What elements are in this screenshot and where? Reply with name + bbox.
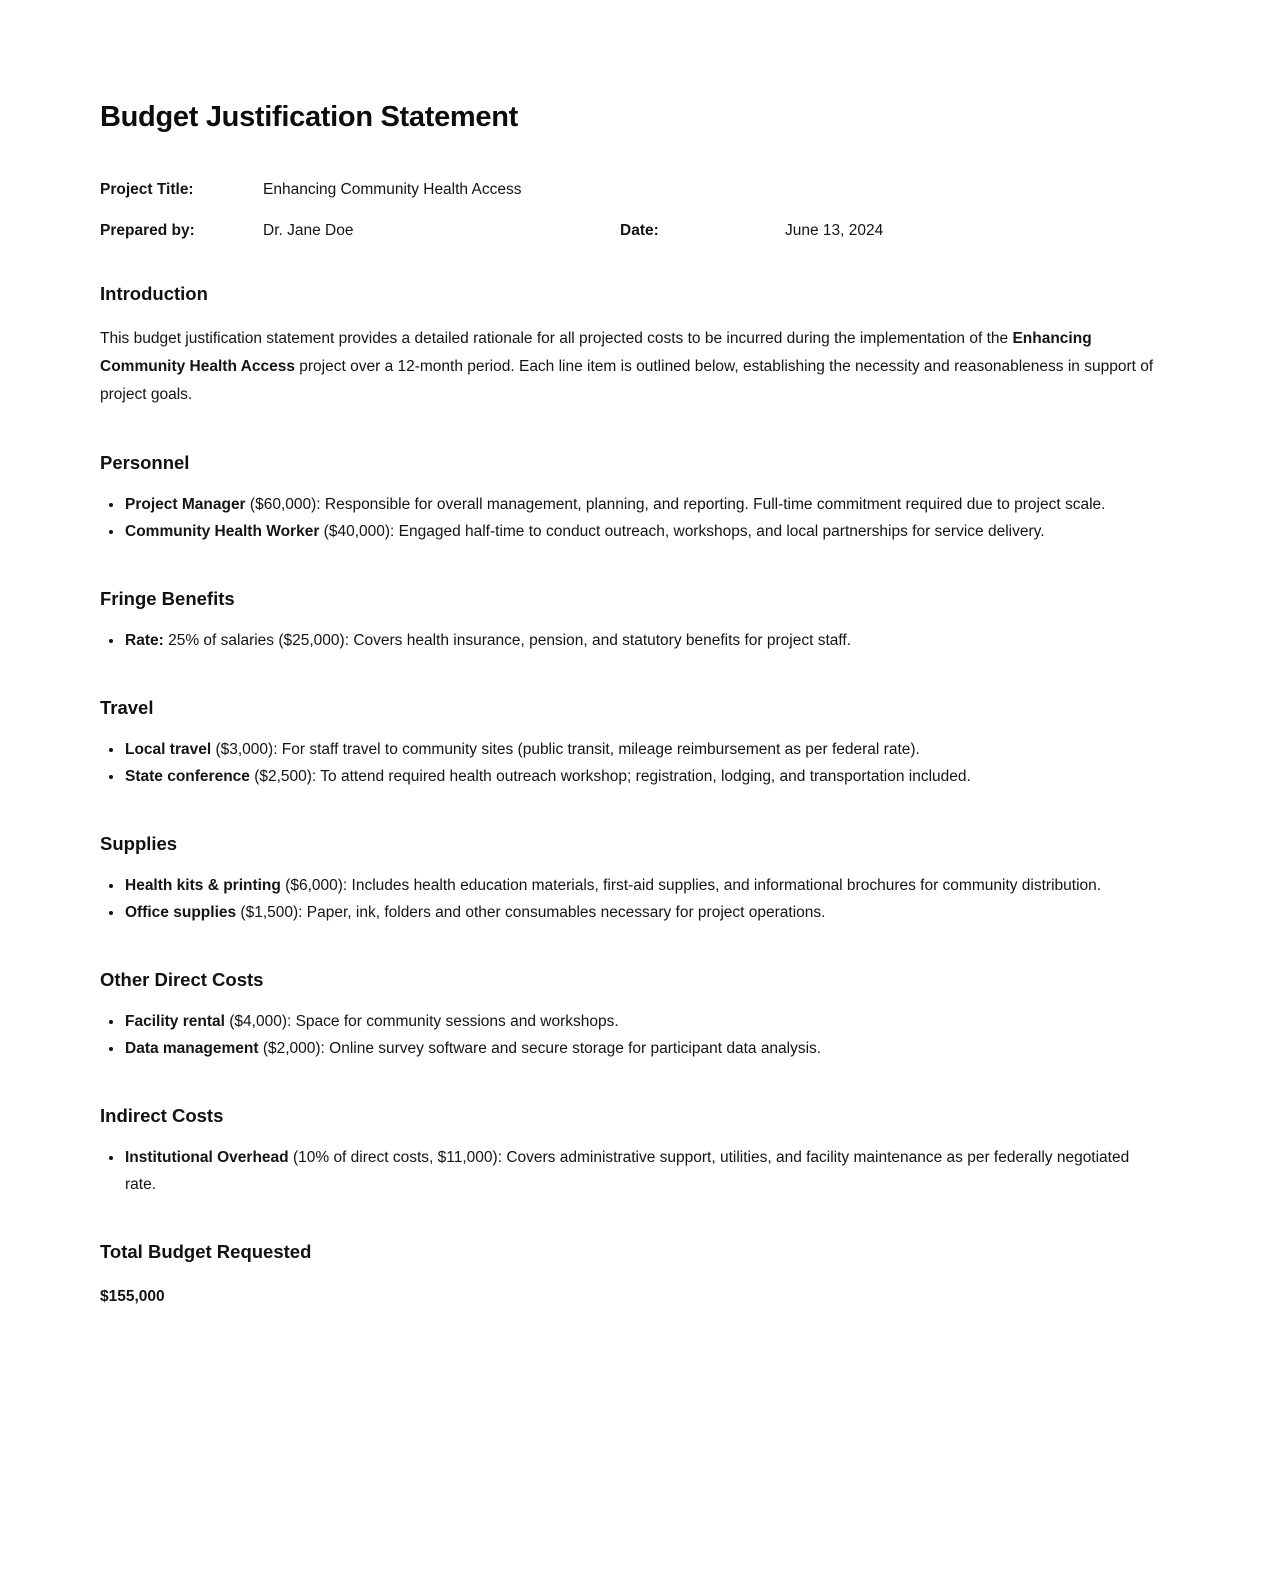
bullet-item [124,899,1163,926]
meta-empty-cell [620,180,785,199]
bold-text: Community Health Worker [125,523,320,540]
bullet-list [100,627,1163,654]
bullet-list [100,1144,1163,1198]
bold-text: Enhancing Community Health Access [100,330,1092,375]
prepared-by-label: Prepared by: [100,222,195,239]
bold-text: Health kits & printing [125,877,281,894]
body-text: (10% of direct costs, $11,000): Covers administrative support, utilities, and facility maintenance as per federally negotiated rate. [125,1149,1130,1193]
bullet-item [124,1035,1163,1062]
body-text: ($2,500): To attend required health outreach workshop; registration, lodging, and transportation included. [249,768,971,785]
bullet-list [100,872,1163,926]
body-text: ($4,000): Space for community sessions and workshops. [224,1013,619,1030]
bold-text: Rate: [125,632,164,649]
section-heading: Total Budget Requested [100,1241,312,1262]
bullet-list [100,736,1163,790]
bullet-list [100,491,1163,545]
date-label: Date: [620,222,659,239]
body-text: ($60,000): Responsible for overall management, planning, and reporting. Full-time commitment required due to project scale. [245,496,1106,513]
date-value: June 13, 2024 [785,222,884,239]
section-heading: Introduction [100,283,208,304]
bullet-item [124,763,1163,790]
body-text: ($6,000): Includes health education materials, first-aid supplies, and informational brochures for community distribution. [280,877,1102,894]
section-heading: Fringe Benefits [100,588,235,609]
project-title-label: Project Title: [100,181,194,198]
bullet-item [124,518,1163,545]
bold-text: $155,000 [100,1288,165,1305]
meta-empty-cell [785,180,1163,199]
bullet-item [124,736,1163,763]
bullet-list [100,1008,1163,1062]
bullet-item [124,1144,1163,1198]
body-text: This budget justification statement provides a detailed rationale for all projected costs to be incurred during the implementation of the [100,330,1013,347]
document-sections [100,282,1163,1311]
prepared-by-value: Dr. Jane Doe [263,222,354,239]
body-text: ($1,500): Paper, ink, folders and other consumables necessary for project operations. [236,904,826,921]
bullet-item [124,491,1163,518]
body-text: ($40,000): Engaged half-time to conduct outreach, workshops, and local partnerships for service delivery. [319,523,1045,540]
bold-text: Data management [125,1040,259,1057]
body-text: project over a 12-month period. Each line item is outlined below, establishing the necessity and reasonableness in support of project goals. [100,358,1154,403]
bold-text: Office supplies [125,904,237,921]
bullet-item [124,1008,1163,1035]
section-heading: Personnel [100,452,190,473]
meta-table [100,180,1163,240]
bold-text: Project Manager [125,496,246,513]
bold-text: Local travel [125,741,212,758]
bullet-item [124,627,1163,654]
body-text: ($3,000): For staff travel to community sites (public transit, mileage reimbursement as per federal rate). [211,741,920,758]
document-title: Budget Justification Statement [100,101,518,133]
project-title-value: Enhancing Community Health Access [263,181,522,198]
bold-text: Facility rental [125,1013,225,1030]
section-heading: Travel [100,697,154,718]
bold-text: Institutional Overhead [125,1149,289,1166]
section-heading: Supplies [100,833,178,854]
section-heading: Other Direct Costs [100,969,264,990]
bullet-item [124,872,1163,899]
body-text: 25% of salaries ($25,000): Covers health insurance, pension, and statutory benefits for project staff. [163,632,852,649]
section-paragraph [100,325,1163,409]
section-heading: Indirect Costs [100,1105,224,1126]
section-paragraph [100,1283,1163,1311]
body-text: ($2,000): Online survey software and secure storage for participant data analysis. [258,1040,822,1057]
bold-text: State conference [125,768,250,785]
